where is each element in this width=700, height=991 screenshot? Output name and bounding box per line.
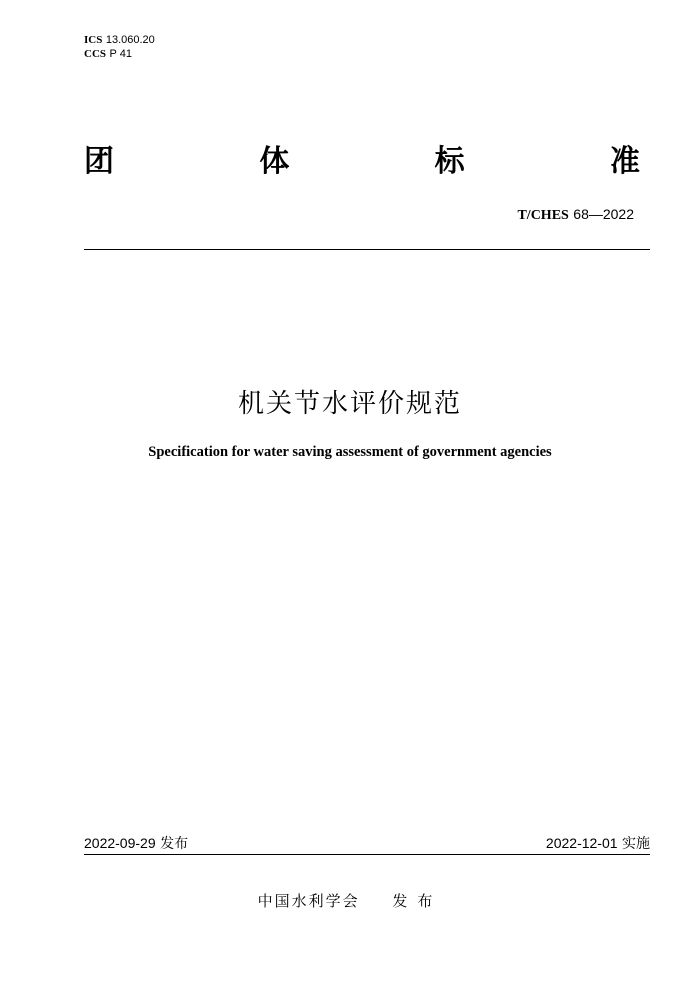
ccs-code [84,47,155,61]
ics-code [84,33,155,47]
implement-date [546,833,650,853]
heading-char-2: 体 [259,144,290,179]
heading-char-3: 标 [434,144,465,179]
top-divider [84,249,650,250]
ccs-label: CCS [84,48,107,60]
ics-value: 13.060.20 [105,34,155,46]
standard-number [517,206,634,224]
publish-date-label: 发布 [160,836,189,852]
standard-type-heading [84,138,640,178]
ccs-value: P 41 [109,48,132,60]
publisher-action: 发布 [392,892,443,910]
bottom-divider [84,854,650,855]
implement-date-label: 实施 [622,836,650,852]
standard-number-value: 68—2022 [573,206,634,222]
heading-char-1: 团 [84,144,114,179]
publisher-organization: 中国水利学会 [257,892,360,910]
heading-char-4: 准 [609,144,640,179]
publisher-line [0,890,700,911]
standard-number-prefix: T/CHES [517,208,569,223]
ics-label: ICS [84,34,103,46]
document-title-english: Specification for water saving assessment of government agencies [148,444,552,460]
implement-date-value: 2022-12-01 [545,835,618,851]
publish-date-value: 2022-09-29 [84,835,156,851]
publish-date [84,833,188,853]
classification-codes [84,33,155,61]
document-title-chinese: 机关节水评价规范 [237,389,462,419]
